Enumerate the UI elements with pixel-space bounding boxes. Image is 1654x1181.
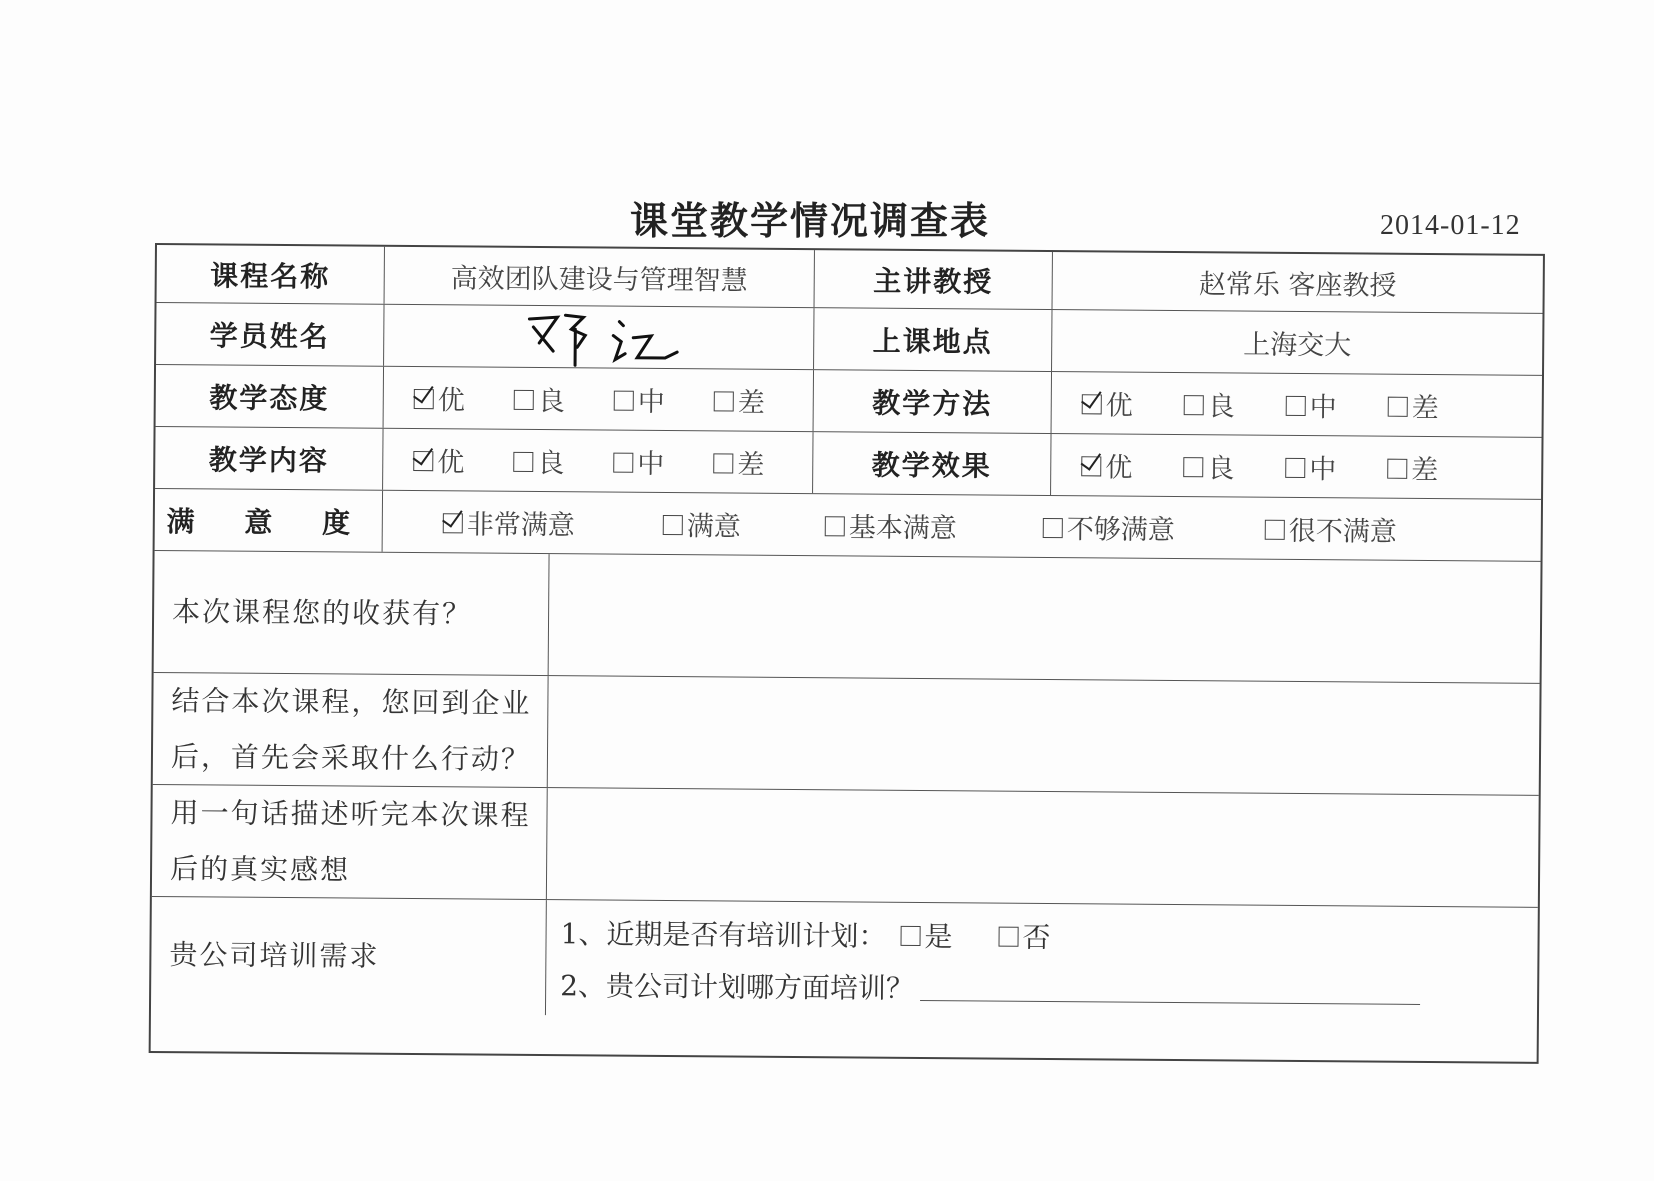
- checkbox-icon[interactable]: [1388, 396, 1408, 416]
- method-opt-excellent[interactable]: 优: [1082, 383, 1184, 423]
- checkbox-icon[interactable]: [714, 391, 734, 411]
- satisfaction-label: 满 意 度: [155, 489, 383, 552]
- row-q2: [153, 673, 1540, 796]
- student-name-value[interactable]: [384, 305, 814, 369]
- q4-label: 贵公司培训需求: [151, 897, 547, 1015]
- row-student: [156, 303, 1542, 376]
- row-satisfaction: [155, 489, 1541, 562]
- form-date: 2014-01-12: [1380, 210, 1521, 241]
- attitude-options: [384, 367, 814, 431]
- needs-area-line: 2、贵公司计划哪方面培训？: [560, 964, 1420, 1011]
- checkbox-checked-icon[interactable]: [443, 513, 463, 533]
- effect-opt-excellent[interactable]: 优: [1081, 445, 1183, 485]
- satisfaction-opt-very-dissatisfied[interactable]: 很不满意: [1265, 509, 1397, 549]
- method-opt-medium[interactable]: 中: [1286, 385, 1388, 425]
- attitude-opt-poor[interactable]: 差: [714, 380, 765, 419]
- needs-plan-line: 1、近期是否有培训计划： 是 否: [560, 912, 1050, 956]
- checkbox-icon[interactable]: [514, 389, 534, 409]
- satisfaction-opt-satisfied[interactable]: 满意: [663, 504, 825, 544]
- method-opt-good[interactable]: 良: [1184, 384, 1286, 424]
- satisfaction-opt-very[interactable]: 非常满意: [443, 502, 663, 543]
- q1-answer-area[interactable]: [549, 554, 1541, 683]
- lecturer-label: 主讲教授: [815, 250, 1053, 309]
- checkbox-icon[interactable]: [663, 514, 683, 534]
- effect-opt-poor[interactable]: 差: [1387, 448, 1438, 487]
- checkbox-checked-icon[interactable]: [1081, 456, 1101, 476]
- checkbox-icon[interactable]: [1286, 395, 1306, 415]
- attitude-opt-excellent[interactable]: 优: [414, 378, 514, 418]
- effect-options: [1051, 434, 1541, 499]
- row-course: [157, 245, 1543, 314]
- checkbox-icon[interactable]: [1184, 395, 1204, 415]
- checkbox-icon[interactable]: [1285, 457, 1305, 477]
- row-q1: [154, 551, 1541, 684]
- q2-answer-area[interactable]: [548, 676, 1540, 795]
- checkbox-checked-icon[interactable]: [1082, 394, 1102, 414]
- checkbox-icon[interactable]: [614, 390, 634, 410]
- q3-label: 用一句话描述听完本次课程后的真实感想: [152, 785, 548, 899]
- checkbox-icon[interactable]: [900, 925, 920, 945]
- needs-area-input[interactable]: [920, 972, 1420, 1005]
- satisfaction-options: [383, 491, 1541, 561]
- checkbox-icon[interactable]: [1043, 517, 1063, 537]
- attitude-opt-good[interactable]: 良: [514, 379, 614, 419]
- content-opt-poor[interactable]: 差: [713, 442, 764, 481]
- effect-label: 教学效果: [813, 432, 1051, 495]
- checkbox-icon[interactable]: [1387, 458, 1407, 478]
- needs-no-label: 否: [1022, 920, 1051, 954]
- checkbox-icon[interactable]: [1265, 519, 1285, 539]
- course-name-value[interactable]: 高效团队建设与管理智慧: [385, 247, 815, 307]
- checkbox-icon[interactable]: [613, 452, 633, 472]
- needs-yes-label: 是: [924, 919, 953, 953]
- checkbox-icon[interactable]: [998, 926, 1018, 946]
- checkbox-checked-icon[interactable]: [414, 389, 434, 409]
- effect-opt-good[interactable]: 良: [1183, 446, 1285, 486]
- survey-table: [149, 243, 1545, 1064]
- training-needs-area: [546, 900, 1538, 1023]
- content-opt-excellent[interactable]: 优: [413, 440, 513, 480]
- content-options: [383, 429, 813, 493]
- handwritten-signature: [499, 306, 699, 368]
- form-title: 课堂教学情况调查表: [629, 199, 990, 243]
- content-opt-medium[interactable]: 中: [613, 442, 713, 482]
- satisfaction-opt-insufficient[interactable]: 不够满意: [1043, 507, 1265, 548]
- q3-answer-area[interactable]: [547, 788, 1539, 907]
- q2-label: 结合本次课程，您回到企业后，首先会采取什么行动？: [153, 673, 549, 787]
- row-content: [155, 427, 1541, 500]
- lecturer-value[interactable]: 赵常乐 客座教授: [1198, 269, 1397, 302]
- satisfaction-opt-basic[interactable]: 基本满意: [825, 505, 1043, 546]
- row-attitude: [156, 365, 1542, 438]
- checkbox-checked-icon[interactable]: [413, 451, 433, 471]
- location-label: 上课地点: [814, 308, 1052, 371]
- location-value[interactable]: 上海交大: [1243, 329, 1352, 362]
- student-name-label: 学员姓名: [156, 303, 384, 366]
- method-opt-poor[interactable]: 差: [1388, 386, 1439, 425]
- checkbox-icon[interactable]: [513, 451, 533, 471]
- checkbox-icon[interactable]: [825, 516, 845, 536]
- row-q3: [152, 785, 1539, 908]
- row-training-needs: [151, 897, 1538, 1023]
- attitude-opt-medium[interactable]: 中: [614, 380, 714, 420]
- content-label: 教学内容: [155, 427, 383, 490]
- checkbox-icon[interactable]: [1183, 457, 1203, 477]
- method-options: [1052, 372, 1542, 437]
- q1-label: 本次课程您的收获有？: [154, 551, 550, 675]
- checkbox-icon[interactable]: [713, 453, 733, 473]
- method-label: 教学方法: [814, 370, 1052, 433]
- content-opt-good[interactable]: 良: [513, 441, 613, 481]
- attitude-label: 教学态度: [156, 365, 384, 428]
- effect-opt-medium[interactable]: 中: [1285, 447, 1387, 487]
- course-name-label: 课程名称: [157, 245, 385, 304]
